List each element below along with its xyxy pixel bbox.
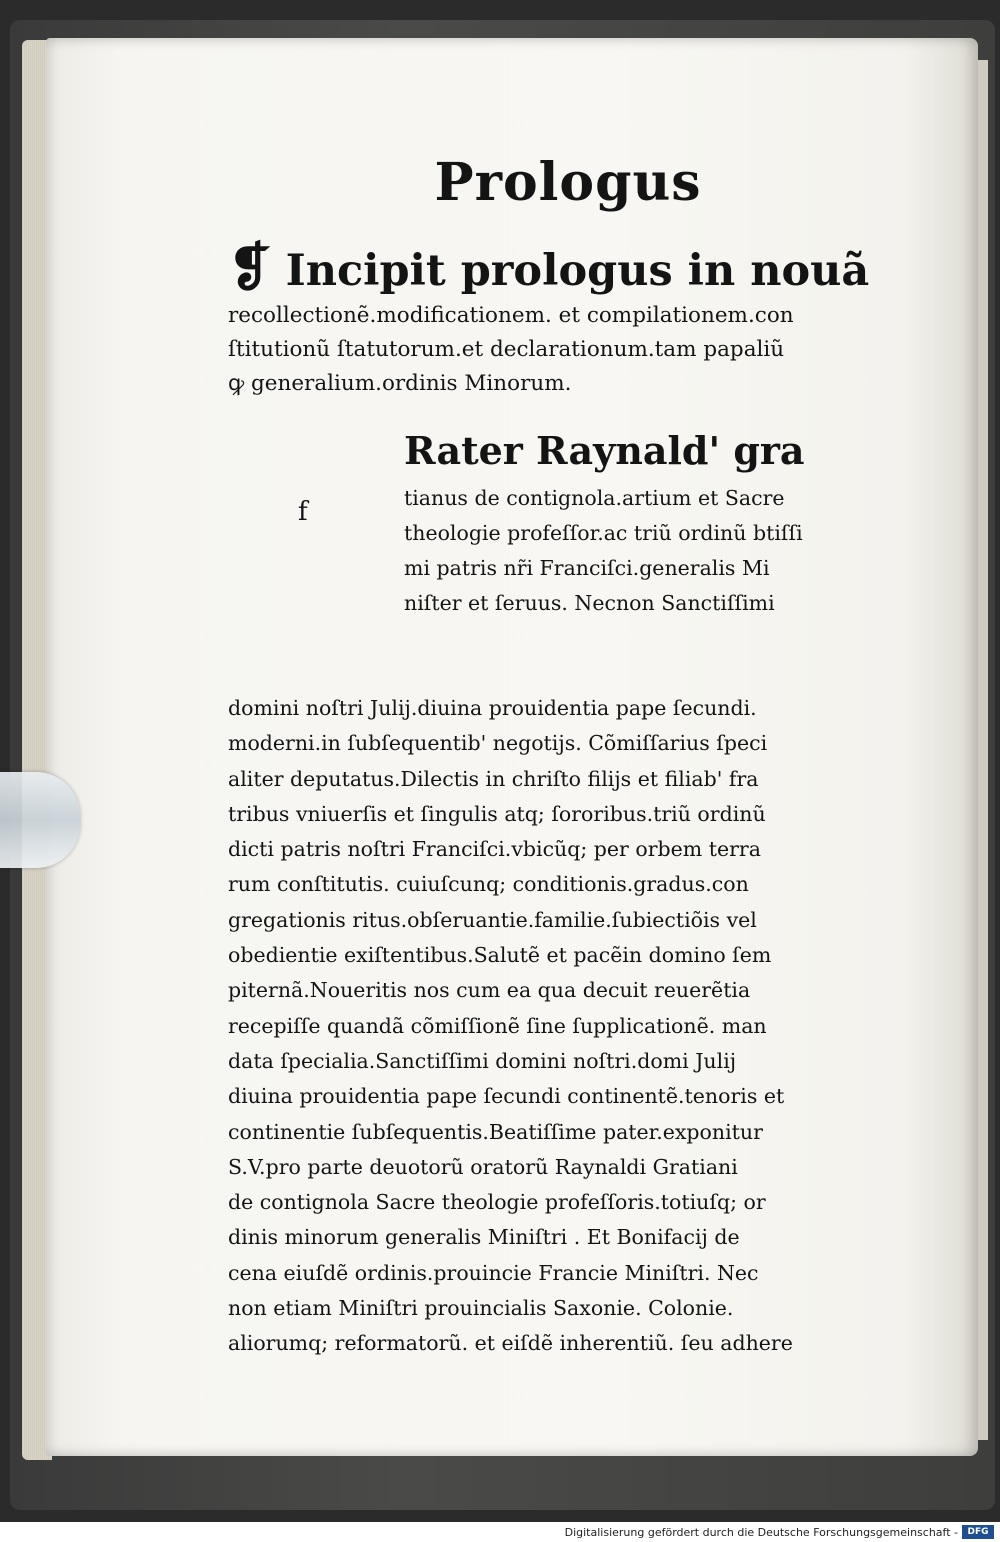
body-line: non etiam Miniſtri prouincialis Saxonie. Colonie. [228,1296,734,1321]
pilcrow-mark: ❡ [228,237,272,298]
body-line: dicti patris noſtri Franciſci.vbicũq; per orbem terra [228,837,761,862]
dfg-credit: Digitalisierung gefördert durch die Deutsche Forschungsgemeinschaft - [564,1526,958,1539]
opening-paragraph [228,425,888,625]
body-line: S.V.pro parte deuotorũ oratorũ Raynaldi Gratiani [228,1154,738,1179]
incipit-heading [228,237,888,299]
opening-line: mi patris nr̃i Franciſci.generalis Mi [404,556,770,580]
heading-line: ꝙ generalium.ordinis Minorum. [228,371,572,396]
heading-line: recollectionẽ.modificationem. et compilationem.con [228,303,794,328]
opening-first-line: Rater Raynald' gra [404,428,805,473]
opening-line: theologie profeſſor.ac triũ ordinũ btiſſi [404,521,803,545]
page-clip [0,772,80,868]
body-line: rum conſtitutis. cuiuſcunq; conditionis.gradus.con [228,872,749,897]
heading-line: ſtitutionũ ſtatutorum.et declarationum.tam papaliũ [228,337,785,362]
incipit-heading-text: Incipit prologus in nouã [285,246,870,296]
body-line: tribus vniuerſis et ſingulis atq; ſororibus.triũ ordinũ [228,801,766,826]
opening-line: tianus de contignola.artium et Sacre [404,486,785,510]
dfg-logo: DFG [962,1525,994,1539]
body-line: moderni.in ſubſequentib' negotijs. Cõmiſſarius ſpeci [228,731,768,756]
running-head: Prologus [434,152,702,213]
body-line: domini noſtri Julij.diuina prouidentia pape ſecundi. [228,696,757,720]
binding-strip [978,60,988,1440]
body-line: continentie ſubſequentis.Beatiſſime pater.exponitur [228,1119,763,1144]
guide-letter: f [298,497,308,527]
body-line: recepiſſe quandã cõmiſſionẽ ſine ſupplicationẽ. man [228,1013,767,1038]
body-line: piternã.Noueritis nos cum ea qua decuit reuerẽtia [228,978,751,1003]
footer-bar [0,1522,1000,1542]
opening-lines [404,425,894,621]
body-line: de contignola Sacre theologie profeſſoris.totiuſq; or [228,1190,766,1215]
body-text [228,691,888,1362]
body-line: aliter deputatus.Dilectis in chriſto filijs et filiab' fra [228,766,759,791]
body-line: gregationis ritus.obſeruantie.familie.ſubiectiõis vel [228,907,757,932]
body-line: aliorumq; reformatorũ. et eiſdẽ inherentiũ. ſeu adhere [228,1331,793,1356]
body-line: diuina prouidentia pape ſecundi continentẽ.tenoris et [228,1084,785,1109]
body-line: obedientie exiſtentibus.Salutẽ et pacẽin domino ſem [228,943,772,968]
opening-line: niſter et ſeruus. Necnon Sanctiſſimi [404,591,775,615]
body-line: data ſpecialia.Sanctiſſimi domini noſtri.domi Julij [228,1048,737,1073]
body-line: cena eiuſdẽ ordinis.prouincie Francie Miniſtri. Nec [228,1260,759,1285]
body-line: dinis minorum generalis Miniſtri . Et Bonifacij de [228,1225,740,1250]
text-block [228,150,888,1362]
